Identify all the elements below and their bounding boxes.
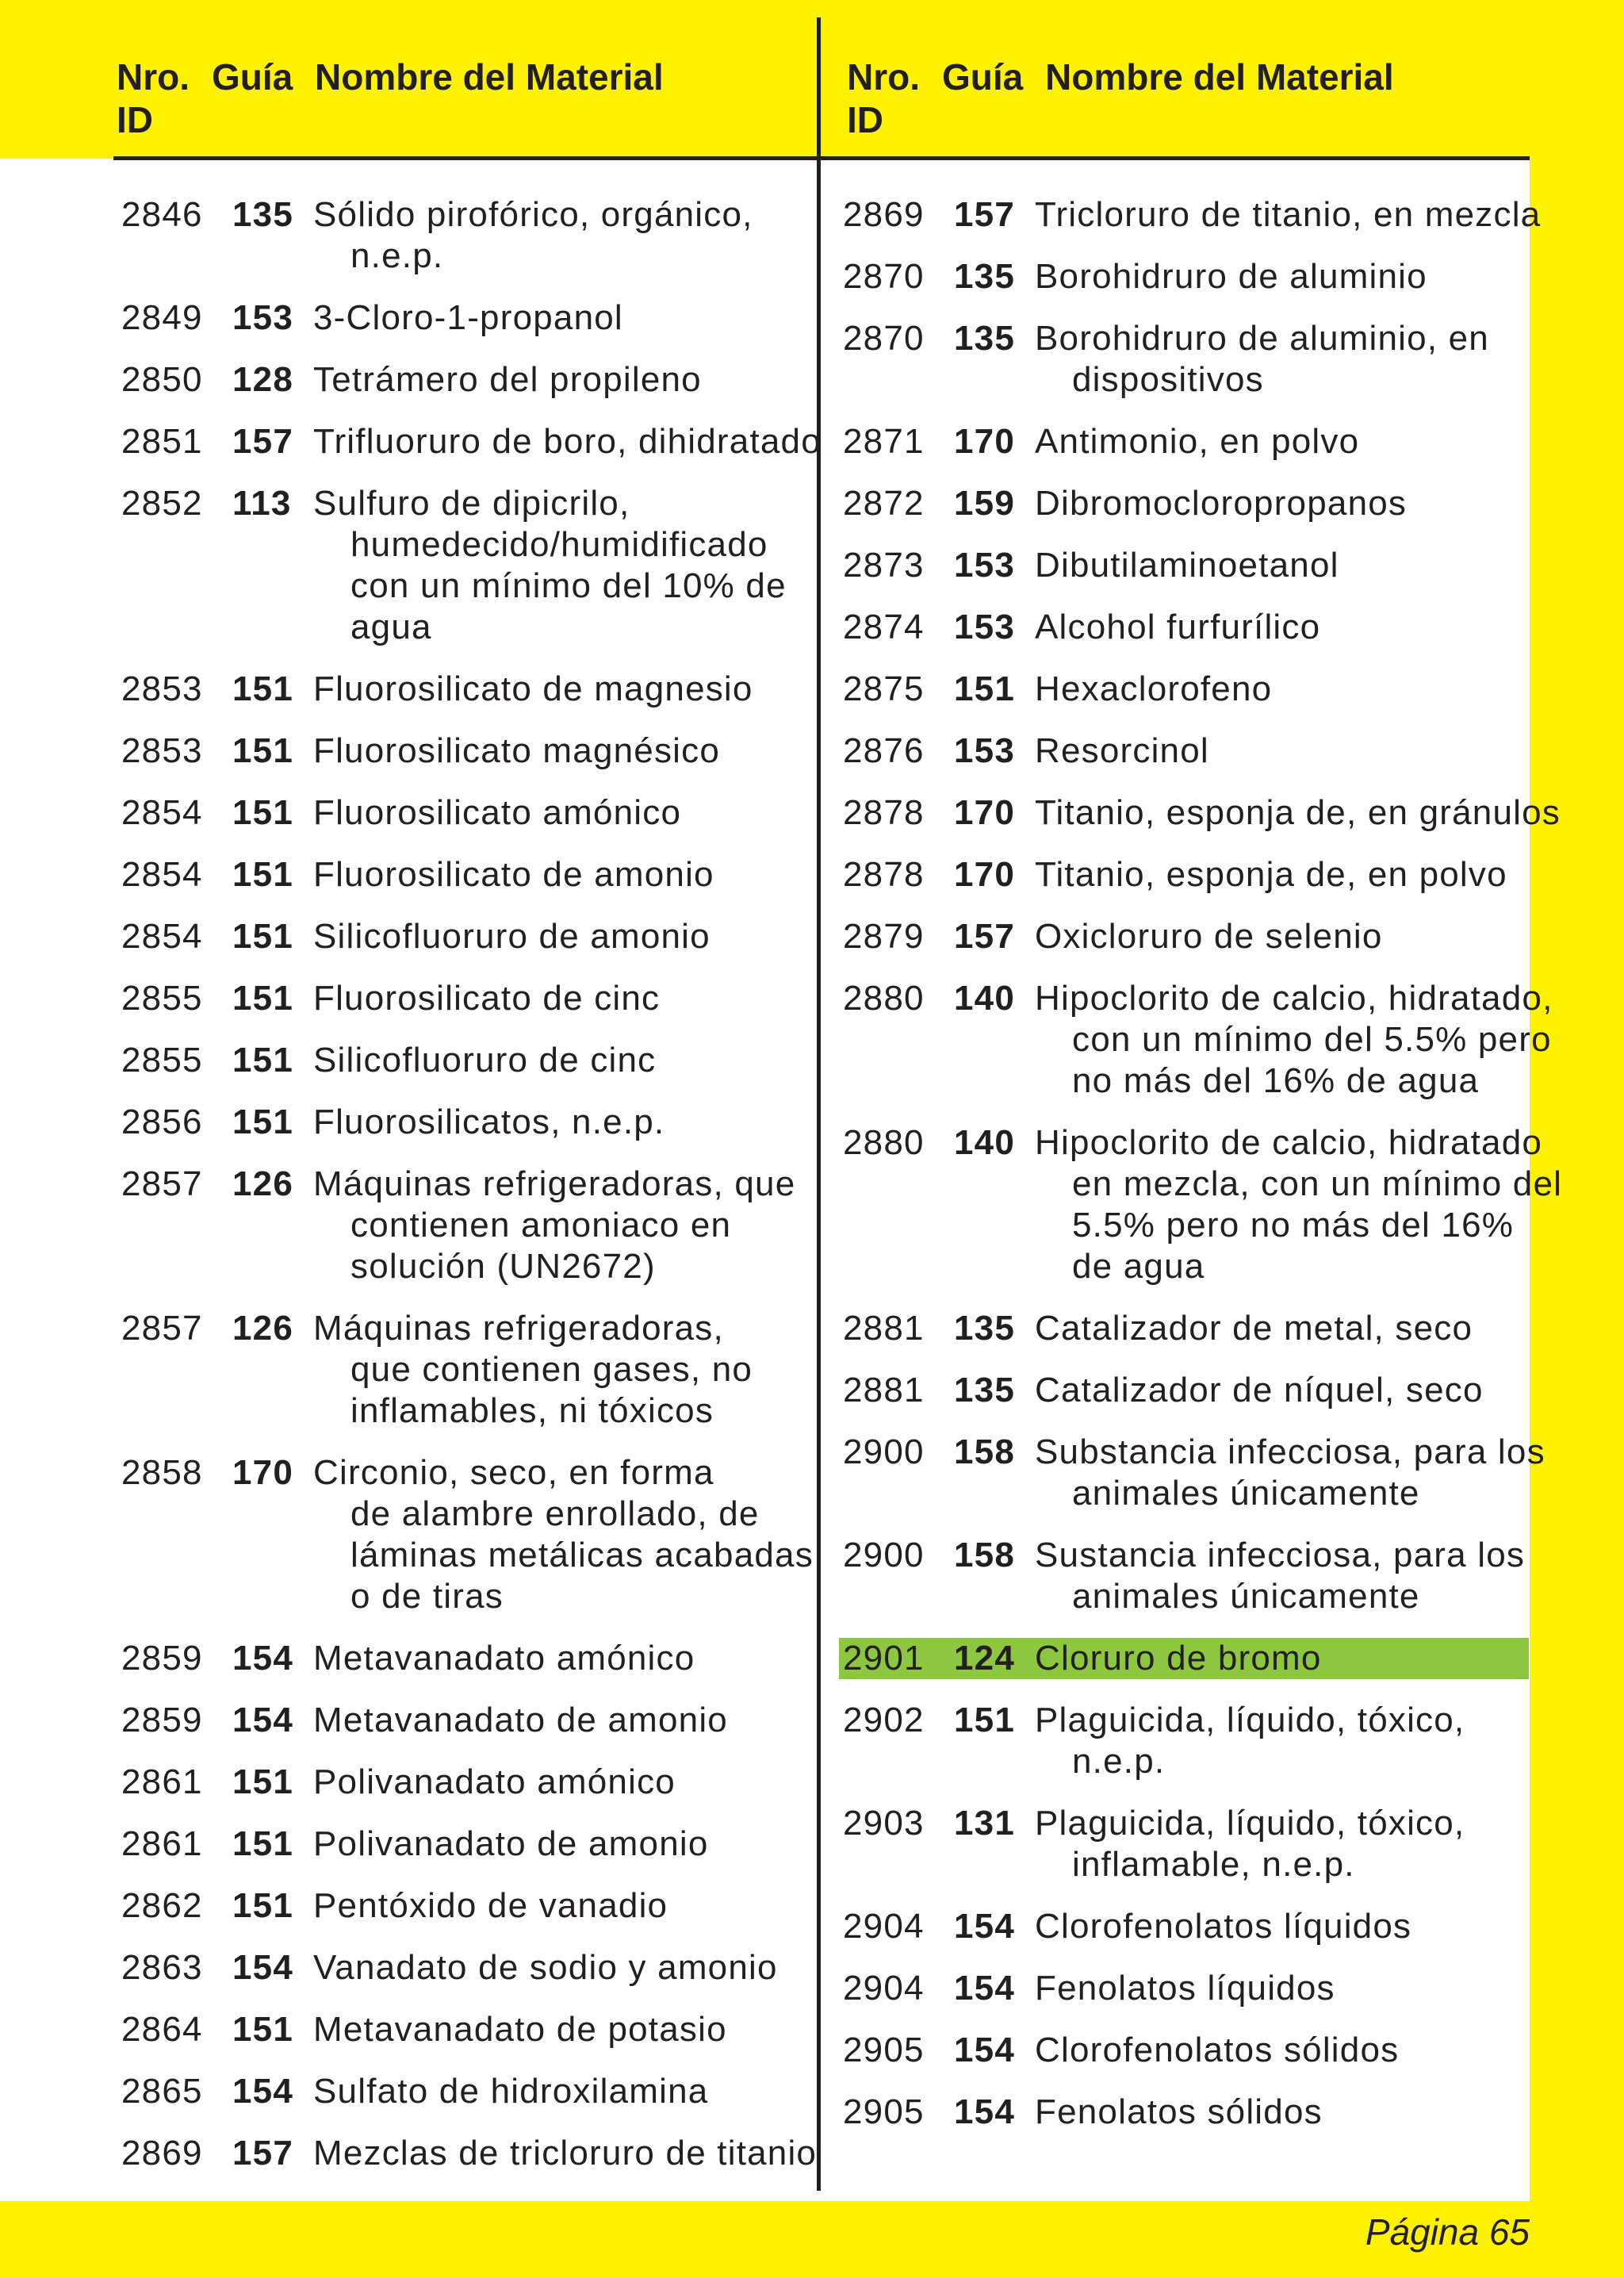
material-name	[1035, 256, 1529, 297]
guide-number: 151	[232, 979, 294, 1018]
material-id: 2875	[843, 669, 925, 708]
material-id: 2853	[121, 669, 203, 708]
material-name-line: con un mínimo del 5.5% pero	[1072, 1020, 1552, 1059]
guide-number: 154	[954, 1969, 1016, 2008]
guide-number: 154	[232, 1701, 294, 1739]
material-id: 2902	[843, 1701, 925, 1739]
material-row	[843, 318, 1529, 401]
material-name	[313, 1947, 803, 1988]
material-id: 2900	[843, 1536, 925, 1574]
material-name-line: Tricloruro de titanio, en mezcla	[1035, 195, 1542, 234]
material-id: 2858	[121, 1453, 203, 1492]
material-row	[843, 2030, 1529, 2071]
material-name-line: Sulfato de hidroxilamina	[313, 2072, 709, 2111]
material-name-line: Dibutilaminoetanol	[1035, 546, 1339, 585]
material-name	[1035, 1370, 1529, 1411]
material-id: 2855	[121, 1041, 203, 1080]
material-name	[1035, 1803, 1529, 1885]
material-name	[313, 978, 803, 1019]
material-id: 2874	[843, 608, 925, 646]
material-name-line: Clorofenolatos líquidos	[1035, 1907, 1412, 1946]
material-row	[843, 1432, 1545, 1514]
guide-number: 151	[232, 855, 294, 894]
guide-number: 151	[232, 1103, 294, 1141]
guide-number: 135	[954, 1371, 1016, 1409]
material-id: 2881	[843, 1309, 925, 1348]
material-name-line: en mezcla, con un mínimo del	[1072, 1164, 1563, 1203]
material-name	[1035, 607, 1529, 648]
material-name-line: Metavanadato de amonio	[313, 1701, 728, 1739]
material-name-line: Silicofluoruro de amonio	[313, 917, 710, 956]
guide-number: 151	[232, 1824, 294, 1863]
material-id: 2879	[843, 917, 925, 956]
material-name-line: Máquinas refrigeradoras,	[313, 1309, 724, 1348]
material-row	[121, 421, 822, 462]
material-id: 2900	[843, 1432, 925, 1471]
material-id: 2850	[121, 360, 203, 399]
material-id: 2854	[121, 793, 203, 832]
material-row	[843, 1803, 1529, 1885]
guide-number: 140	[954, 979, 1016, 1018]
material-name-line: Catalizador de níquel, seco	[1035, 1371, 1484, 1409]
material-id: 2869	[121, 2134, 203, 2173]
material-id: 2851	[121, 422, 203, 461]
material-name-line: láminas metálicas acabadas	[350, 1536, 814, 1574]
right-material-list	[843, 194, 1563, 2153]
material-name-line: inflamable, n.e.p.	[1072, 1845, 1355, 1884]
guide-number: 158	[954, 1432, 1016, 1471]
material-name-line: Silicofluoruro de cinc	[313, 1041, 657, 1080]
material-row	[843, 483, 1529, 524]
header-rule-right	[820, 156, 1530, 160]
material-id: 2846	[121, 195, 203, 234]
header-guia-label: Guía	[212, 56, 293, 98]
guide-number: 154	[954, 1907, 1016, 1946]
material-name-line: Metavanadato de potasio	[313, 2010, 727, 2049]
guide-number: 135	[954, 319, 1016, 358]
material-name-line: contienen amoniaco en	[350, 1206, 732, 1244]
material-name-line: Alcohol furfurílico	[1035, 608, 1321, 646]
material-row	[121, 483, 803, 648]
material-id: 2901	[843, 1639, 925, 1678]
material-row	[843, 1906, 1529, 1947]
header-name-label: Nombre del Material	[1045, 56, 1394, 98]
material-row	[121, 1308, 803, 1432]
material-name-line: de agua	[1072, 1247, 1205, 1286]
material-id: 2864	[121, 2010, 203, 2049]
material-id: 2881	[843, 1371, 925, 1409]
material-name-line: Trifluoruro de boro, dihidratado	[313, 422, 822, 461]
material-row	[843, 854, 1529, 895]
material-row	[843, 1535, 1529, 1617]
material-id: 2859	[121, 1639, 203, 1678]
material-id: 2873	[843, 546, 925, 585]
material-name	[1035, 194, 1541, 236]
material-row	[843, 607, 1529, 648]
material-id: 2861	[121, 1824, 203, 1863]
material-name	[1035, 731, 1529, 772]
material-row	[843, 1700, 1529, 1782]
column-divider	[817, 17, 821, 2191]
material-name-line: Pentóxido de vanadio	[313, 1886, 668, 1925]
guide-number: 135	[954, 1309, 1016, 1348]
material-row	[121, 1638, 803, 1679]
material-name-line: Borohidruro de aluminio	[1035, 257, 1427, 296]
material-name	[1035, 1968, 1529, 2009]
material-row	[121, 854, 803, 895]
material-name	[313, 1452, 814, 1617]
material-name-line: Resorcinol	[1035, 731, 1209, 770]
material-name	[1035, 1638, 1529, 1679]
material-name-line: Catalizador de metal, seco	[1035, 1309, 1473, 1348]
material-name-line: Fenolatos sólidos	[1035, 2092, 1323, 2131]
material-name	[313, 1700, 803, 1741]
guide-number: 151	[954, 669, 1016, 708]
material-id: 2878	[843, 793, 925, 832]
material-name	[1035, 916, 1529, 957]
guide-number: 170	[954, 422, 1016, 461]
material-name-line: de alambre enrollado, de	[350, 1494, 760, 1533]
material-name-line: Dibromocloropropanos	[1035, 484, 1408, 523]
material-name	[1035, 1535, 1529, 1617]
material-name	[313, 1762, 803, 1803]
guide-number: 126	[232, 1309, 294, 1348]
material-name	[1035, 1906, 1529, 1947]
material-name-line: Sólido pirofórico, orgánico,	[313, 195, 753, 234]
material-id: 2865	[121, 2072, 203, 2111]
material-row	[843, 421, 1529, 462]
material-name-line: Fenolatos líquidos	[1035, 1969, 1335, 2008]
header-guia-label: Guía	[942, 56, 1024, 98]
material-name-line: dispositivos	[1072, 360, 1264, 399]
material-name	[1035, 421, 1529, 462]
material-name	[313, 916, 803, 957]
material-name	[1035, 1308, 1529, 1349]
material-row	[121, 1824, 803, 1865]
material-row	[121, 1164, 803, 1287]
material-name-line: Metavanadato amónico	[313, 1639, 695, 1678]
guide-number: 126	[232, 1164, 294, 1203]
material-row	[843, 978, 1553, 1102]
material-row	[121, 978, 803, 1019]
material-name	[1035, 1122, 1562, 1287]
guide-number: 151	[232, 1886, 294, 1925]
guide-number: 151	[232, 1041, 294, 1080]
material-id: 2872	[843, 484, 925, 523]
material-name-line: Vanadato de sodio y amonio	[313, 1948, 778, 1987]
material-id: 2862	[121, 1886, 203, 1925]
material-id: 2854	[121, 855, 203, 894]
material-row	[121, 2133, 818, 2174]
page-number: Página 65	[1365, 2211, 1530, 2253]
guide-number: 154	[954, 2092, 1016, 2131]
guide-number: 151	[232, 731, 294, 770]
guide-number: 154	[232, 2072, 294, 2111]
material-name	[1035, 854, 1529, 895]
material-id: 2856	[121, 1103, 203, 1141]
guide-number: 135	[232, 195, 294, 234]
material-row	[121, 2009, 803, 2050]
material-id: 2880	[843, 1123, 925, 1162]
material-name	[1035, 1700, 1529, 1782]
material-name	[1035, 1432, 1545, 1514]
material-name-line: inflamables, ni tóxicos	[350, 1391, 714, 1430]
material-name	[313, 297, 803, 339]
material-name-line: Oxicloruro de selenio	[1035, 917, 1383, 956]
material-name-line: Tetrámero del propileno	[313, 360, 702, 399]
material-row	[121, 731, 803, 772]
material-name-line: animales únicamente	[1072, 1577, 1420, 1616]
material-name-line: Fluorosilicato de amonio	[313, 855, 714, 894]
material-name-line: 3-Cloro-1-propanol	[313, 298, 623, 337]
material-name-line: n.e.p.	[350, 236, 444, 275]
material-id: 2853	[121, 731, 203, 770]
material-name-line: Fluorosilicato magnésico	[313, 731, 721, 770]
guide-number: 131	[954, 1804, 1016, 1843]
material-name-line: Clorofenolatos sólidos	[1035, 2031, 1400, 2069]
material-name-line: que contienen gases, no	[350, 1350, 753, 1389]
material-name-line: Antimonio, en polvo	[1035, 422, 1360, 461]
material-id: 2855	[121, 979, 203, 1018]
header-name-label: Nombre del Material	[315, 56, 664, 98]
material-name	[1035, 978, 1553, 1102]
guide-number: 151	[232, 2010, 294, 2049]
material-name	[313, 1308, 803, 1432]
material-row	[121, 194, 803, 277]
material-name	[313, 421, 822, 462]
material-row	[843, 194, 1542, 236]
material-name-line: Fluorosilicato de magnesio	[313, 669, 753, 708]
material-name-line: o de tiras	[350, 1577, 504, 1616]
material-name	[1035, 318, 1529, 401]
material-name-line: Hipoclorito de calcio, hidratado	[1035, 1123, 1543, 1162]
guide-number: 170	[954, 855, 1016, 894]
material-name-line: humedecido/humidificado	[350, 525, 768, 564]
material-row	[843, 669, 1529, 710]
material-row	[121, 1885, 803, 1927]
material-name	[313, 2009, 803, 2050]
material-name-line: Titanio, esponja de, en polvo	[1035, 855, 1507, 894]
material-id: 2904	[843, 1907, 925, 1946]
material-row	[843, 256, 1529, 297]
material-row	[121, 297, 803, 339]
material-name-line: agua	[350, 608, 432, 646]
material-name	[313, 194, 803, 277]
guide-number: 151	[954, 1701, 1016, 1739]
guide-number: 151	[232, 793, 294, 832]
material-name	[313, 1824, 803, 1865]
material-row	[121, 359, 803, 401]
material-name-line: Mezclas de tricloruro de titanio	[313, 2134, 818, 2173]
material-name	[313, 2133, 817, 2174]
material-row	[121, 1102, 803, 1143]
material-name-line: Circonio, seco, en forma	[313, 1453, 714, 1492]
material-row	[121, 1452, 814, 1617]
material-name	[1035, 545, 1529, 586]
guide-number: 157	[232, 422, 294, 461]
material-row	[843, 1308, 1529, 1349]
header-id-label: Nro. ID	[847, 56, 920, 140]
material-id: 2905	[843, 2092, 925, 2131]
material-row	[121, 2071, 803, 2112]
material-name	[313, 669, 803, 710]
material-name-line: Plaguicida, líquido, tóxico,	[1035, 1804, 1465, 1843]
guide-number: 153	[232, 298, 294, 337]
material-id: 2876	[843, 731, 925, 770]
material-name-line: Substancia infecciosa, para los	[1035, 1432, 1545, 1471]
material-row	[843, 916, 1529, 957]
material-id: 2854	[121, 917, 203, 956]
material-name-line: Fluorosilicato amónico	[313, 793, 682, 832]
material-name	[313, 854, 803, 895]
guide-number: 151	[232, 917, 294, 956]
material-name	[1035, 2092, 1529, 2133]
material-name	[313, 1164, 803, 1287]
guide-number: 151	[232, 669, 294, 708]
material-id: 2861	[121, 1762, 203, 1801]
material-name	[313, 1102, 803, 1143]
material-id: 2870	[843, 319, 925, 358]
material-id: 2852	[121, 484, 203, 523]
material-id: 2905	[843, 2031, 925, 2069]
guide-number: 113	[232, 484, 292, 523]
material-name	[1035, 792, 1561, 834]
guide-number: 153	[954, 546, 1016, 585]
material-id: 2859	[121, 1701, 203, 1739]
material-name-line: Fluorosilicato de cinc	[313, 979, 661, 1018]
material-name	[313, 792, 803, 834]
material-name-line: Sulfuro de dipicrilo,	[313, 484, 630, 523]
material-name	[313, 731, 803, 772]
guide-number: 157	[954, 195, 1016, 234]
material-name	[1035, 483, 1529, 524]
material-name-line: Hexaclorofeno	[1035, 669, 1273, 708]
material-name-line: con un mínimo del 10% de	[350, 566, 787, 605]
guide-number: 170	[232, 1453, 294, 1492]
guide-number: 159	[954, 484, 1016, 523]
guide-number: 135	[954, 257, 1016, 296]
material-name-line: no más del 16% de agua	[1072, 1061, 1480, 1100]
material-id: 2871	[843, 422, 925, 461]
material-row	[121, 1762, 803, 1803]
highlighted-material-row	[839, 1638, 1529, 1679]
guide-number: 157	[954, 917, 1016, 956]
material-id: 2878	[843, 855, 925, 894]
material-row	[843, 731, 1529, 772]
material-id: 2904	[843, 1969, 925, 2008]
material-id: 2869	[843, 195, 925, 234]
guide-number: 151	[232, 1762, 294, 1801]
material-id: 2857	[121, 1164, 203, 1203]
material-row	[843, 1968, 1529, 2009]
material-row	[121, 1040, 803, 1081]
material-row	[121, 792, 803, 834]
guide-number: 170	[954, 793, 1016, 832]
material-name-line: 5.5% pero no más del 16%	[1072, 1206, 1515, 1244]
material-name	[1035, 669, 1529, 710]
material-name	[1035, 2030, 1529, 2071]
material-id: 2849	[121, 298, 203, 337]
material-name-line: Fluorosilicatos, n.e.p.	[313, 1103, 665, 1141]
guide-number: 140	[954, 1123, 1016, 1162]
guide-number: 128	[232, 360, 294, 399]
material-name-line: Cloruro de bromo	[1035, 1639, 1322, 1678]
guide-number: 154	[232, 1948, 294, 1987]
material-row	[843, 1122, 1563, 1287]
guide-number: 153	[954, 731, 1016, 770]
header-id-label: Nro. ID	[117, 56, 190, 140]
guide-number: 153	[954, 608, 1016, 646]
material-name-line: Titanio, esponja de, en gránulos	[1035, 793, 1561, 832]
material-id: 2870	[843, 257, 925, 296]
material-id: 2903	[843, 1804, 925, 1843]
guide-number: 157	[232, 2134, 294, 2173]
material-id: 2880	[843, 979, 925, 1018]
material-row	[121, 669, 803, 710]
material-id: 2863	[121, 1948, 203, 1987]
material-name	[313, 1040, 803, 1081]
material-row	[843, 2092, 1529, 2133]
guide-number: 124	[954, 1639, 1016, 1678]
material-id: 2857	[121, 1309, 203, 1348]
material-name-line: animales únicamente	[1072, 1474, 1420, 1513]
material-name	[313, 483, 803, 648]
material-name-line: Máquinas refrigeradoras, que	[313, 1164, 796, 1203]
guide-number: 158	[954, 1536, 1016, 1574]
material-name	[313, 1885, 803, 1927]
material-name-line: Polivanadato de amonio	[313, 1824, 709, 1863]
header-rule-left	[113, 156, 819, 160]
guide-number: 154	[954, 2031, 1016, 2069]
left-material-list	[121, 194, 822, 2195]
material-row	[121, 1700, 803, 1741]
material-name-line: Borohidruro de aluminio, en	[1035, 319, 1489, 358]
material-name-line: Plaguicida, líquido, tóxico,	[1035, 1701, 1465, 1739]
material-name-line: solución (UN2672)	[350, 1247, 656, 1286]
material-name-line: n.e.p.	[1072, 1742, 1166, 1781]
material-row	[843, 792, 1561, 834]
material-name	[313, 359, 803, 401]
material-row	[121, 1947, 803, 1988]
material-name-line: Sustancia infecciosa, para los	[1035, 1536, 1526, 1574]
material-name	[313, 2071, 803, 2112]
material-name-line: Polivanadato amónico	[313, 1762, 676, 1801]
material-row	[843, 545, 1529, 586]
material-row	[121, 916, 803, 957]
material-name	[313, 1638, 803, 1679]
guide-number: 154	[232, 1639, 294, 1678]
material-name-line: Hipoclorito de calcio, hidratado,	[1035, 979, 1553, 1018]
material-row	[843, 1370, 1529, 1411]
